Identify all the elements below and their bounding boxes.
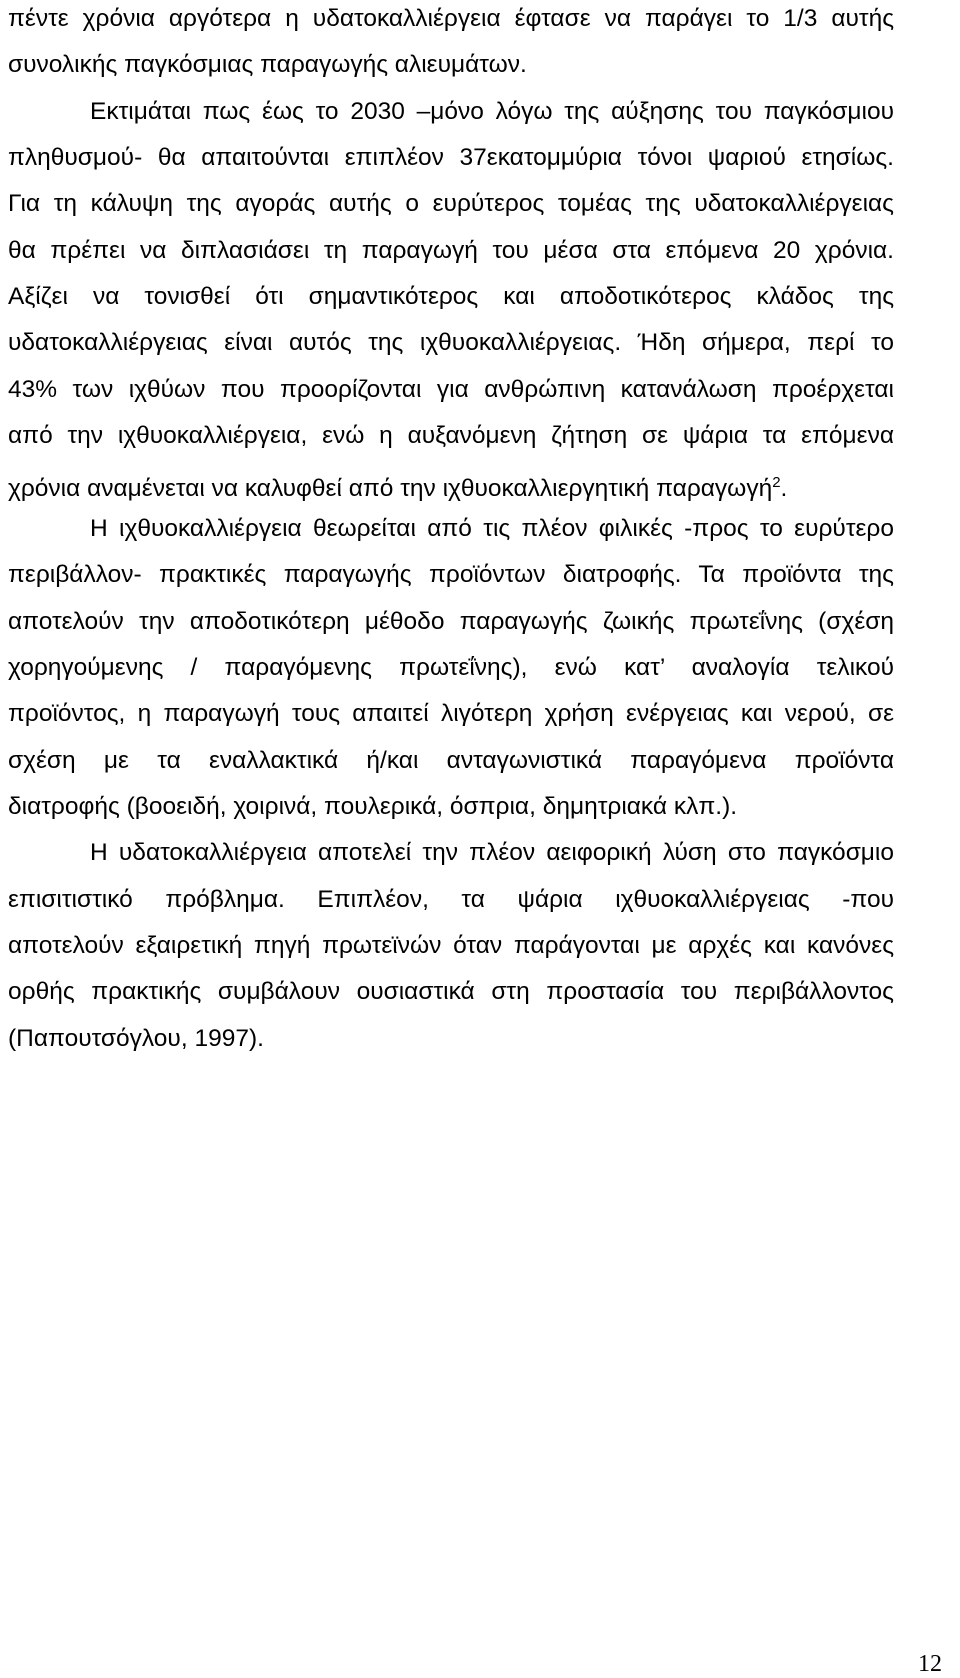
text-line: Για τη κάλυψη της αγοράς αυτής ο ευρύτερος τομέας της υδατοκαλλιέργειας xyxy=(8,190,894,218)
text-line: Η ιχθυοκαλλιέργεια θεωρείται από τις πλέον φιλικές -προς το ευρύτερο xyxy=(90,514,894,542)
text-line: σχέση με τα εναλλακτικά ή/και ανταγωνιστικά παραγόμενα προϊόντα xyxy=(8,746,894,774)
text-line: πληθυσμού- θα απαιτούνται επιπλέον 37εκατομμύρια τόνοι ψαριού ετησίως. xyxy=(8,144,894,172)
text-line: περιβάλλον- πρακτικές παραγωγής προϊόντων διατροφής. Τα προϊόντα της xyxy=(8,561,894,589)
text-line: συνολικής παγκόσμιας παραγωγής αλιευμάτων. xyxy=(8,51,527,79)
text-line: χρόνια αναμένεται να καλυφθεί από την ιχθυοκαλλιεργητική παραγωγή$^2$. xyxy=(8,473,788,502)
footnote-ref: 2 xyxy=(772,473,781,491)
text-line: επισιτιστικό πρόβλημα. Επιπλέον, τα ψάρια ιχθυοκαλλιέργειας -που xyxy=(8,885,894,913)
text-line: αποτελούν εξαιρετική πηγή πρωτεϊνών όταν παράγονται με αρχές και κανόνες xyxy=(8,932,894,959)
text-line: από την ιχθυοκαλλιέργεια, ενώ η αυξανόμενη ζήτηση σε ψάρια τα επόμενα xyxy=(8,422,894,450)
text-line: Η υδατοκαλλιέργεια αποτελεί την πλέον αειφορική λύση στο παγκόσμιο xyxy=(90,839,894,867)
page-number: 12 xyxy=(918,1651,942,1677)
text-line: αποτελούν την αποδοτικότερη μέθοδο παραγωγής ζωικής πρωτεΐνης (σχέση xyxy=(8,607,894,635)
text-line: Εκτιμάται πως έως το 2030 –μόνο λόγω της αύξησης του παγκόσμιου xyxy=(90,97,894,125)
text-line: ορθής πρακτικής συμβάλουν ουσιαστικά στη προστασία του περιβάλλοντος xyxy=(8,978,894,1006)
text-line: Αξίζει να τονισθεί ότι σημαντικότερος και αποδοτικότερος κλάδος της xyxy=(8,283,894,311)
text-line: 43% των ιχθύων που προορίζονται για ανθρώπινη κατανάλωση προέρχεται xyxy=(8,375,894,403)
text-line: θα πρέπει να διπλασιάσει τη παραγωγή του μέσα στα επόμενα 20 χρόνια. xyxy=(8,236,894,264)
text-line: χορηγούμενης / παραγόμενης πρωτεΐνης), ενώ κατ’ αναλογία τελικού xyxy=(8,653,894,681)
text-line: διατροφής (βοοειδή, χοιρινά, πουλερικά, όσπρια, δημητριακά κλπ.). xyxy=(8,792,738,820)
text-line: πέντε χρόνια αργότερα η υδατοκαλλιέργεια έφτασε να παράγει το 1/3 αυτής xyxy=(8,5,894,32)
text-line: προϊόντος, η παραγωγή τους απαιτεί λιγότερη χρήση ενέργειας και νερού, σε xyxy=(8,700,894,728)
text-line: (Παπουτσόγλου, 1997). xyxy=(8,1024,264,1052)
text-line: υδατοκαλλιέργειας είναι αυτός της ιχθυοκαλλιέργειας. Ήδη σήμερα, περί το xyxy=(8,329,894,357)
